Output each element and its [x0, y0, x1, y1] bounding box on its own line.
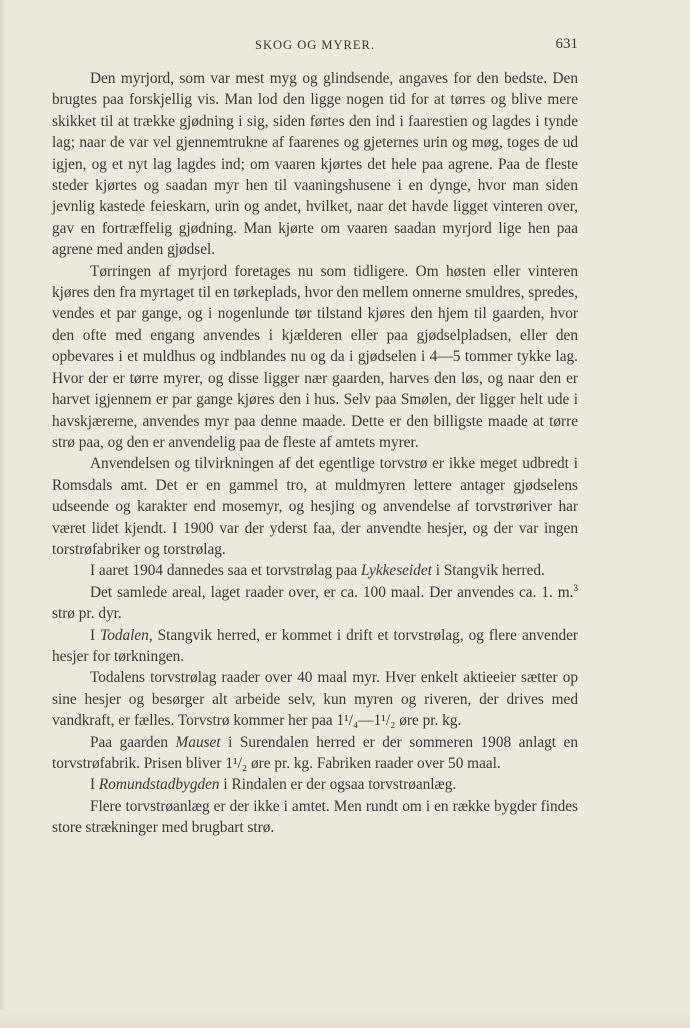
body-text [52, 68, 578, 839]
page-bottom-edge [0, 1010, 690, 1028]
paragraph-6 [52, 625, 578, 668]
place-name-lykkeseidet: Lykkeseidet [360, 562, 432, 580]
paragraph-6-text-a: I [90, 626, 101, 644]
paragraph-5-text-a: Det samlede areal, laget raader over, er ca. 100 maal. Der anvendes ca. 1. m. [90, 583, 574, 601]
page-number: 631 [555, 36, 578, 52]
paragraph-5-text-b: strø pr. dyr. [52, 605, 122, 623]
paragraph-10: Flere torvstrøanlæg er der ikke i amtet. Men rundt om i en række bygder findes store strækninger med brugbart strø. [52, 797, 578, 837]
paragraph-6-text-b: , Stangvik herred, er kommet i drift et torvstrølag, og flere anvender hesjer for tørkningen. [52, 626, 578, 665]
paragraph-1: Den myrjord, som var mest myg og glindsende, angaves for den bedste. Den brugtes paa forskjellig vis. Man lod den ligge nogen tid for at tørres og blive mere skikket til at trække gjødning i sig, siden førtes den ind i faarestien og lagdes i tynde lag; naar de var vel gjennemtrukne af faarenes og gjeternes urin og møg, toges de ud igjen, og et nyt lag lagdes ind; om vaaren kjørtes det hele paa agrene. Paa de fleste steder kjørtes og saadan myr hen til vaaningshusene i en dynge, hvor man siden jevnlig kastede feieskarn, urin og andet, hvilket, naar det havde ligget vinteren over, gav en fortræffelig gjødning. Man kjørte om vaaren saadan myrjord lige hen paa agrene med anden gjødsel. [52, 70, 578, 259]
paragraph-8 [52, 732, 578, 775]
paragraph-4-text-b: i Stangvik herred. [431, 562, 545, 580]
place-name-romundstadbygden: Romundstadbygden [98, 776, 220, 794]
running-head: SKOG OG MYRER. [255, 38, 375, 52]
paragraph-9-text-b: i Rindalen er der ogsaa torvstrøanlæg. [219, 776, 457, 794]
place-name-mauset: Mauset [175, 733, 221, 751]
page-header [52, 36, 578, 58]
paragraph-8-text-b: i Surendalen herred er der sommeren 1908 anlagt en torvstrøfabrik. Prisen bliver 1¹/₂ øre pr. kg. Fabriken raader over 50 maal. [52, 733, 578, 772]
cubic-superscript: 3 [573, 582, 578, 593]
paragraph-9-text-a: I [90, 776, 99, 794]
paragraph-4-text-a: I aaret 1904 dannedes saa et torvstrølag paa [90, 562, 361, 580]
paragraph-5 [52, 582, 578, 625]
paragraph-9 [52, 774, 578, 795]
paragraph-4 [52, 560, 578, 581]
place-name-todalen: Todalen [100, 626, 149, 644]
paragraph-2: Tørringen af myrjord foretages nu som tidligere. Om høsten eller vinteren kjøres den fra myrtaget til en tørkeplads, hvor den mellem onnerne smuldres, spredes, vendes et par gange, og i nogenlunde tør tilstand kjøres den hjem til gaarden, hvor den ofte med engang anvendes i kjælderen eller paa gjødselpladsen, eller den opbevares i et muldhus og indblandes nu og da i gjødselen i 4—5 tommer tykke lag. Hvor der er tørre myrer, og disse ligger nær gaarden, harves den løs, og naar den er harvet igjennem er par gange kjøres den i hus. Selv paa Smølen, der ligger helt ude i havskjærerne, anvendes myr paa denne maade. Dette er den billigste maade at tørre strø paa, og den er anvendelig paa de fleste af amtets myrer. [52, 262, 578, 451]
paragraph-8-text-a: Paa gaarden [90, 733, 176, 751]
paragraph-7: Todalens torvstrølag raader over 40 maal myr. Hver enkelt aktieeier sætter op sine hesjer og besørger alt arbeide selv, kun myren og riveren, der drives med vandkraft, er fælles. Torvstrø kommer her paa 1¹/₄—1¹/₂ øre pr. kg. [52, 669, 578, 730]
page-edge [0, 0, 6, 1028]
paragraph-3: Anvendelsen og tilvirkningen af det egentlige torvstrø er ikke meget udbredt i Romsdals amt. Det er en gammel tro, at muldmyren lettere antager gjødselens udseende og karakter end mosemyr, og hesjing og anvendelse af torvstrøriver har været lidet kjendt. I 1900 var der yderst faa, der anvendte hesjer, og der var ingen torstrøfabriker og torstrølag. [52, 455, 578, 558]
